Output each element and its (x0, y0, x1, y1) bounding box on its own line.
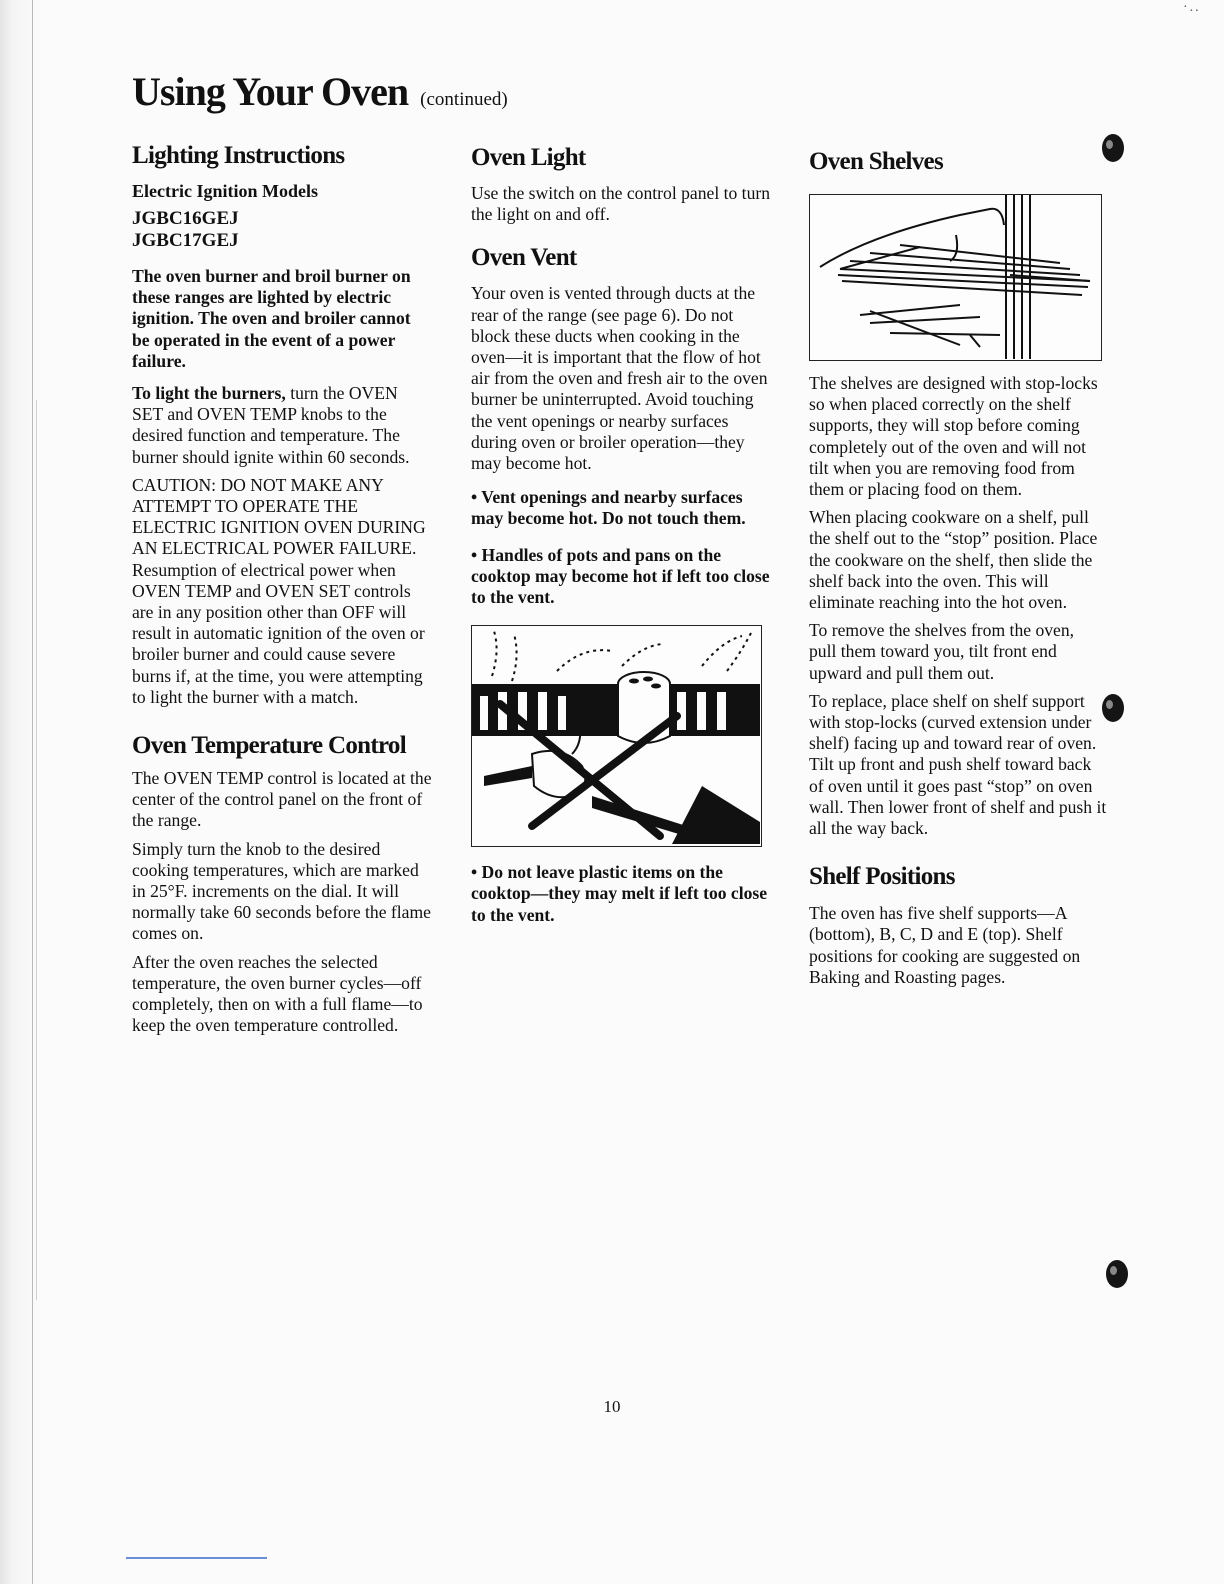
column-lighting (132, 138, 432, 1037)
scan-line (32, 0, 33, 1584)
shelf-positions-heading: Shelf Positions (809, 863, 955, 891)
vent-bullet: • Vent openings and nearby surfaces may become hot. Do not touch them. (471, 487, 746, 529)
oven-shelves-heading: Oven Shelves (809, 148, 943, 175)
scan-mark: ·.. (1183, 0, 1201, 15)
footer-rule (126, 1557, 267, 1559)
temp-paragraph: The OVEN TEMP control is located at the center of the control panel on the front of the range. (132, 768, 432, 831)
page-number: 10 (603, 1397, 621, 1416)
column-shelves (809, 138, 1109, 988)
model-number: JGBC17GEJ (132, 230, 239, 251)
page-title (132, 68, 508, 115)
binder-hole-icon (1102, 694, 1124, 722)
model-number: JGBC16GEJ (132, 208, 239, 229)
binder-hole-icon (1102, 134, 1124, 162)
oven-light-heading: Oven Light (471, 144, 586, 171)
shelf-illustration-art (810, 195, 1100, 359)
caution-paragraph: CAUTION: DO NOT MAKE ANY ATTEMPT TO OPERATE THE ELECTRIC IGNITION OVEN DURING AN ELECTRICAL POWER FAILURE. Resumption of electrical power when OVEN TEMP and OVEN SET controls are in any position other than OFF will result in automatic ignition of the oven or broiler burner and could cause severe burns if, at the time, you were attempting to light the burner with a match. (132, 474, 426, 707)
column-light-vent (471, 138, 771, 926)
shelves-paragraph: To replace, place shelf on shelf support with stop-locks (curved extension under shelf) facing up and toward rear of oven. Tilt up front and push shelf toward back of oven until it goes past “stop” on oven wall. Then lower front of shelf and push it all the way back. (809, 690, 1107, 839)
scan-line (36, 400, 37, 1300)
light-burners-lead: To light the burners, (132, 383, 286, 404)
oven-vent-paragraph: Your oven is vented through ducts at the rear of the range (see page 6). Do not block these ducts when cooking in the oven—it is important that the flow of hot air from the oven and fresh air to the oven burner be uninterrupted. Avoid touching the vent openings or nearby surfaces during oven or broiler operation—they may become hot. (471, 283, 768, 474)
temp-paragraph: Simply turn the knob to the desired cooking temperatures, which are marked in 25°F. increments on the dial. It will normally take 60 seconds before the flame comes on. (132, 838, 431, 944)
page-title-main: Using Your Oven (132, 69, 409, 114)
temperature-heading: Oven Temperature Control (132, 732, 406, 760)
oven-light-paragraph: Use the switch on the control panel to turn the light on and off. (471, 183, 771, 225)
shelves-paragraph: The shelves are designed with stop-locks so when placed correctly on the shelf supports, they will stop before coming completely out of the oven and will not tilt when you are removing food from them or placing food on them. (809, 373, 1098, 500)
burner-warning: The oven burner and broil burner on these ranges are lighted by electric ignition. The oven and broiler cannot be operated in the event of a power failure. (132, 266, 411, 371)
shelf-positions-paragraph: The oven has five shelf supports—A (bottom), B, C, D and E (top). Shelf positions for cooking are suggested on Baking and Roasting pages. (809, 903, 1081, 987)
vent-illustration-art (472, 626, 760, 845)
vent-bullet: • Do not leave plastic items on the cooktop—they may melt if left too close to the vent. (471, 862, 768, 925)
oven-vent-heading: Oven Vent (471, 244, 577, 272)
temp-paragraph: After the oven reaches the selected temperature, the oven burner cycles—off completely, then on with a full flame—to keep the oven temperature controlled. (132, 951, 423, 1036)
shelf-illustration (809, 194, 1102, 361)
page-title-sub: (continued) (420, 89, 508, 110)
lighting-heading: Lighting Instructions (132, 142, 345, 169)
vent-illustration (471, 625, 762, 847)
binder-hole-icon (1106, 1260, 1128, 1288)
vent-bullet: • Handles of pots and pans on the cooktop may become hot if left too close to the vent. (471, 544, 770, 608)
shelves-paragraph: When placing cookware on a shelf, pull the shelf out to the “stop” position. Place the cookware on the shelf, then slide the shelf back into the oven. This will eliminate reaching into the hot oven. (809, 507, 1098, 613)
shelves-paragraph: To remove the shelves from the oven, pull them toward you, tilt front end upward and pull them out. (809, 620, 1075, 683)
light-burners-paragraph (132, 383, 432, 468)
electric-models-heading: Electric Ignition Models (132, 181, 318, 201)
light-burners-text: turn the OVEN SET and OVEN TEMP knobs to the desired function and temperature. The burner should ignite within 60 seconds. (132, 383, 410, 467)
